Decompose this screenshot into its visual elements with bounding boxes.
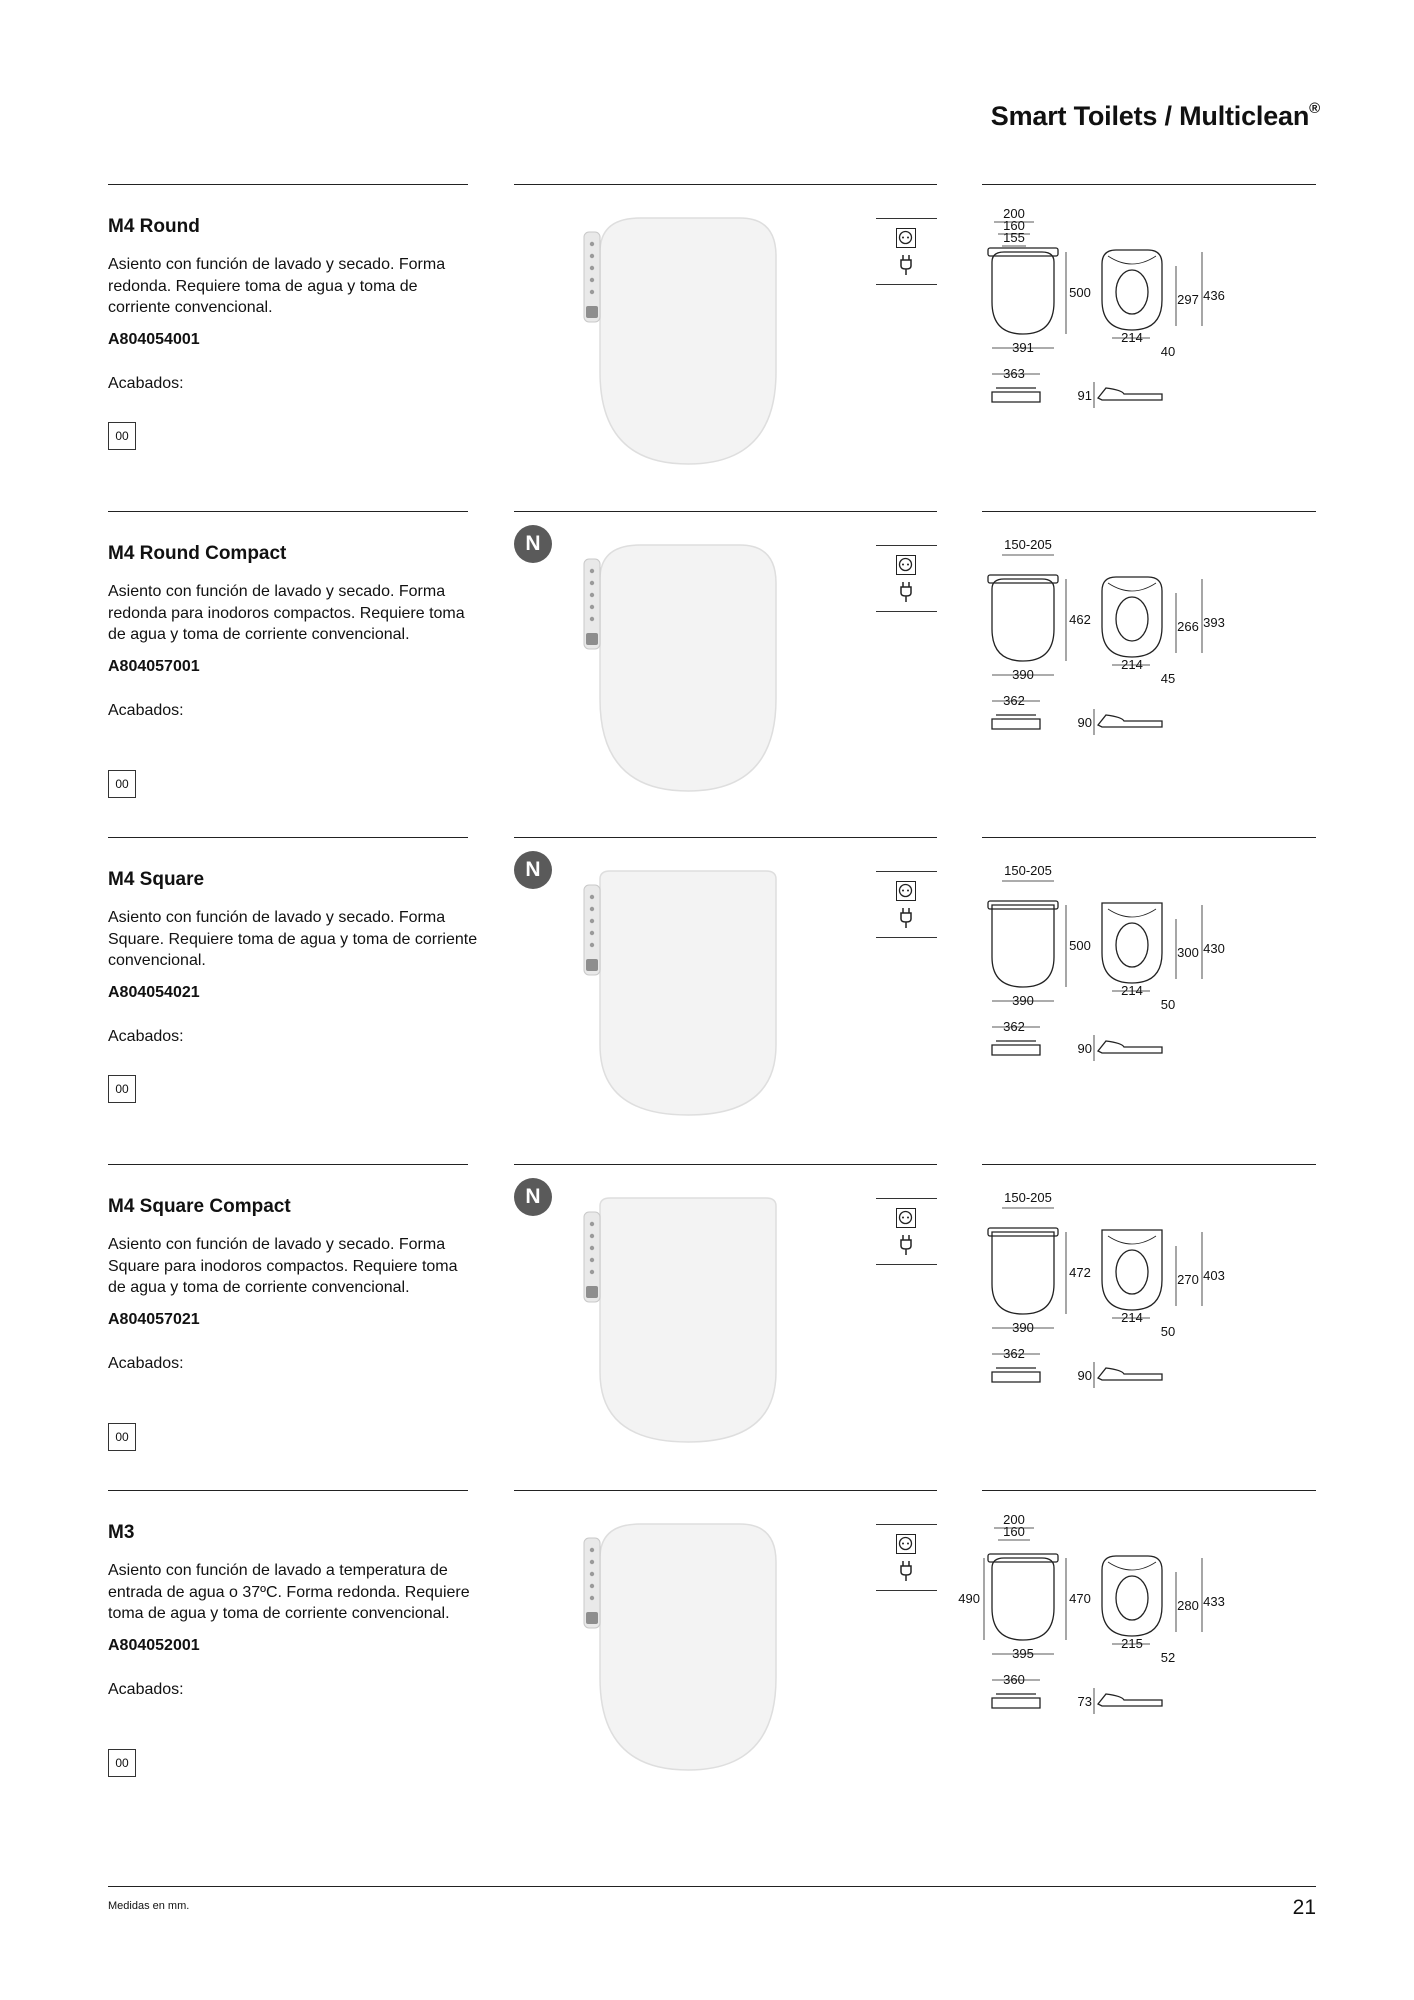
profile-view [1098, 715, 1162, 727]
control-button [590, 254, 594, 258]
hinge-detail [1108, 1236, 1156, 1244]
width-label: 390 [1012, 1320, 1034, 1335]
depth-label: 362 [1003, 693, 1025, 708]
plug-icon [898, 907, 914, 929]
front-view [992, 1558, 1054, 1640]
finish-label: Acabados: [108, 1680, 184, 1698]
product-name: M4 Round [108, 216, 200, 237]
section-divider [514, 837, 937, 838]
plug-icon [898, 1560, 914, 1582]
seat-opening [1116, 1576, 1148, 1620]
top-view [1102, 577, 1162, 657]
footer-note: Medidas en mm. [108, 1900, 190, 1912]
section-divider [982, 1164, 1316, 1165]
power-socket-icon [896, 881, 916, 901]
finish-swatch[interactable]: 00 [108, 1423, 136, 1451]
req-divider [876, 1590, 937, 1591]
hinge-label: 214 [1121, 1310, 1143, 1325]
power-socket-icon [896, 555, 916, 575]
technical-drawing [982, 533, 1316, 793]
side-view [992, 1694, 1040, 1708]
depth-label: 362 [1003, 1346, 1025, 1361]
hinge-detail [1108, 1562, 1156, 1570]
inner-label: 300 [1177, 945, 1199, 960]
product-name: M4 Round Compact [108, 543, 287, 564]
seat-opening [1116, 923, 1148, 967]
thickness-label: 90 [1077, 1041, 1092, 1056]
section-divider [982, 1490, 1316, 1491]
top-view [1102, 1230, 1162, 1310]
outer-label: 430 [1203, 941, 1225, 956]
section-divider [982, 184, 1316, 185]
control-button [590, 1234, 594, 1238]
control-button [590, 290, 594, 294]
depth-label: 360 [1003, 1672, 1025, 1687]
requirements [876, 1524, 937, 1594]
outer-label: 436 [1203, 288, 1225, 303]
product-info [108, 1522, 478, 1770]
hinge-detail [1108, 256, 1156, 264]
control-button [590, 569, 594, 573]
seat-opening [1116, 1250, 1148, 1294]
depth-label: 362 [1003, 1019, 1025, 1034]
new-badge: N [514, 525, 552, 563]
thickness-label: 73 [1077, 1694, 1092, 1709]
control-button [590, 1270, 594, 1274]
seat-lid [600, 545, 776, 791]
top-view [1102, 250, 1162, 330]
dimension-label: 150-205 [1004, 537, 1052, 552]
finish-swatch[interactable]: 00 [108, 1075, 136, 1103]
width-label: 391 [1012, 340, 1034, 355]
control-button [590, 943, 594, 947]
req-divider [876, 1264, 937, 1265]
product-name: M3 [108, 1522, 135, 1543]
finish-label: Acabados: [108, 701, 184, 719]
req-divider [876, 545, 937, 546]
control-button [590, 1548, 594, 1552]
control-button [590, 907, 594, 911]
front-view [992, 905, 1054, 987]
front-view [992, 579, 1054, 661]
req-divider [876, 1524, 937, 1525]
control-knob [586, 959, 598, 971]
inner-label: 266 [1177, 619, 1199, 634]
product-description: Asiento con función de lavado y secado. Forma redonda. Requiere toma de agua y toma de corriente convencional. [108, 256, 446, 316]
hinge-detail [1108, 909, 1156, 917]
product-block [0, 1164, 1414, 1464]
height-label: 500 [1069, 285, 1091, 300]
dimension-label: 150-205 [1004, 863, 1052, 878]
req-divider [876, 218, 937, 219]
registered-mark: ® [1309, 100, 1320, 117]
height-label: 472 [1069, 1265, 1091, 1280]
control-button [590, 919, 594, 923]
depth-label: 363 [1003, 366, 1025, 381]
dimension-label: 160 [1003, 218, 1025, 233]
control-knob [586, 1612, 598, 1624]
product-info [108, 869, 478, 1096]
control-button [590, 605, 594, 609]
control-button [590, 1246, 594, 1250]
control-knob [586, 1286, 598, 1298]
thickness-label: 91 [1077, 388, 1092, 403]
product-name: M4 Square Compact [108, 1196, 291, 1217]
section-divider [514, 1164, 937, 1165]
requirements [876, 1198, 937, 1268]
section-divider [108, 1164, 468, 1165]
finish-swatch[interactable]: 00 [108, 770, 136, 798]
product-info [108, 216, 478, 443]
finish-label: Acabados: [108, 1027, 184, 1045]
product-info [108, 1196, 478, 1444]
control-knob [586, 306, 598, 318]
gap-label: 45 [1160, 671, 1176, 686]
product-block [0, 184, 1414, 484]
profile-view [1098, 1041, 1162, 1053]
product-photo [570, 865, 790, 1125]
product-code: A804052001 [108, 1636, 200, 1654]
seat-opening [1116, 270, 1148, 314]
finish-label: Acabados: [108, 374, 184, 392]
control-button [590, 266, 594, 270]
technical-drawing [982, 206, 1316, 466]
new-badge: N [514, 851, 552, 889]
width-label: 390 [1012, 993, 1034, 1008]
technical-drawing [982, 859, 1316, 1119]
left-height-label: 490 [958, 1591, 980, 1606]
dimension-label: 150-205 [1004, 1190, 1052, 1205]
control-button [590, 593, 594, 597]
product-code: A804054021 [108, 983, 200, 1001]
req-divider [876, 1198, 937, 1199]
inner-label: 297 [1177, 292, 1199, 307]
top-view [1102, 903, 1162, 983]
product-photo [570, 1518, 790, 1778]
inner-label: 280 [1177, 1598, 1199, 1613]
control-button [590, 1596, 594, 1600]
footer-divider [108, 1886, 1316, 1887]
section-divider [108, 184, 468, 185]
finish-label: Acabados: [108, 1354, 184, 1372]
req-divider [876, 937, 937, 938]
hinge-label: 214 [1121, 657, 1143, 672]
section-divider [514, 184, 937, 185]
dimension-label: 200 [1003, 206, 1025, 221]
dimension-label: 160 [1003, 1524, 1025, 1539]
seat-lid [600, 218, 776, 464]
height-label: 470 [1069, 1591, 1091, 1606]
product-block [0, 837, 1414, 1137]
control-button [590, 1560, 594, 1564]
hinge-label: 215 [1121, 1636, 1143, 1651]
hinge-label: 214 [1121, 330, 1143, 345]
product-code: A804054001 [108, 330, 200, 348]
section-divider [108, 1490, 468, 1491]
outer-label: 403 [1203, 1268, 1225, 1283]
power-socket-icon [896, 1208, 916, 1228]
inner-label: 270 [1177, 1272, 1199, 1287]
thickness-label: 90 [1077, 715, 1092, 730]
width-label: 390 [1012, 667, 1034, 682]
product-photo [570, 1192, 790, 1452]
requirements [876, 545, 937, 615]
product-description: Asiento con función de lavado y secado. Forma Square para inodoros compactos. Requiere toma de agua y toma de corriente convencional. [108, 1236, 458, 1296]
seat-opening [1116, 597, 1148, 641]
front-view [992, 1232, 1054, 1314]
power-socket-icon [896, 1534, 916, 1554]
seat-lid [600, 871, 776, 1115]
plug-icon [898, 1234, 914, 1256]
outer-label: 433 [1203, 1594, 1225, 1609]
section-divider [514, 1490, 937, 1491]
width-label: 395 [1012, 1646, 1034, 1661]
dimension-label: 200 [1003, 1512, 1025, 1527]
side-view [992, 715, 1040, 729]
profile-view [1098, 388, 1162, 400]
profile-view [1098, 1694, 1162, 1706]
control-button [590, 278, 594, 282]
control-button [590, 1258, 594, 1262]
product-description: Asiento con función de lavado y secado. Forma Square. Requiere toma de agua y toma de corriente convencional. [108, 909, 478, 969]
product-block [0, 511, 1414, 811]
top-view [1102, 1556, 1162, 1636]
product-description: Asiento con función de lavado a temperatura de entrada de agua o 37ºC. Forma redonda. Requiere toma de agua y toma de corriente convencional. [108, 1562, 470, 1622]
height-label: 500 [1069, 938, 1091, 953]
gap-label: 40 [1160, 344, 1176, 359]
control-button [590, 617, 594, 621]
section-divider [514, 511, 937, 512]
control-button [590, 1572, 594, 1576]
power-socket-icon [896, 228, 916, 248]
thickness-label: 90 [1077, 1368, 1092, 1383]
technical-drawing [982, 1186, 1316, 1446]
plug-icon [898, 581, 914, 603]
control-knob [586, 633, 598, 645]
req-divider [876, 871, 937, 872]
section-divider [982, 837, 1316, 838]
product-code: A804057021 [108, 1310, 200, 1328]
product-name: M4 Square [108, 869, 205, 890]
control-button [590, 895, 594, 899]
new-badge: N [514, 1178, 552, 1216]
gap-label: 50 [1160, 997, 1176, 1012]
side-view [992, 1041, 1040, 1055]
control-button [590, 581, 594, 585]
requirements [876, 218, 937, 288]
height-label: 462 [1069, 612, 1091, 627]
seat-lid [600, 1198, 776, 1442]
control-button [590, 931, 594, 935]
page-title: Smart Toilets / Multiclean [990, 101, 1310, 131]
product-block [0, 1490, 1414, 1790]
profile-view [1098, 1368, 1162, 1380]
product-info [108, 543, 478, 791]
plug-icon [898, 254, 914, 276]
finish-swatch[interactable]: 00 [108, 1749, 136, 1777]
product-photo [570, 212, 790, 472]
side-view [992, 388, 1040, 402]
product-photo [570, 539, 790, 799]
front-view [992, 252, 1054, 334]
req-divider [876, 284, 937, 285]
section-divider [108, 837, 468, 838]
section-divider [108, 511, 468, 512]
page-number: 21 [1292, 1896, 1316, 1919]
hinge-detail [1108, 583, 1156, 591]
product-description: Asiento con función de lavado y secado. Forma redonda para inodoros compactos. Requiere toma de agua y toma de corriente convencional. [108, 583, 465, 643]
product-code: A804057001 [108, 657, 200, 675]
finish-swatch[interactable]: 00 [108, 422, 136, 450]
dimension-label: 155 [1003, 230, 1025, 245]
technical-drawing [958, 1512, 1316, 1772]
control-button [590, 1222, 594, 1226]
control-button [590, 1584, 594, 1588]
outer-label: 393 [1203, 615, 1225, 630]
requirements [876, 871, 937, 941]
req-divider [876, 611, 937, 612]
seat-lid [600, 1524, 776, 1770]
side-view [992, 1368, 1040, 1382]
gap-label: 50 [1160, 1324, 1176, 1339]
page-header [991, 100, 1320, 132]
control-button [590, 242, 594, 246]
hinge-label: 214 [1121, 983, 1143, 998]
section-divider [982, 511, 1316, 512]
gap-label: 52 [1160, 1650, 1176, 1665]
